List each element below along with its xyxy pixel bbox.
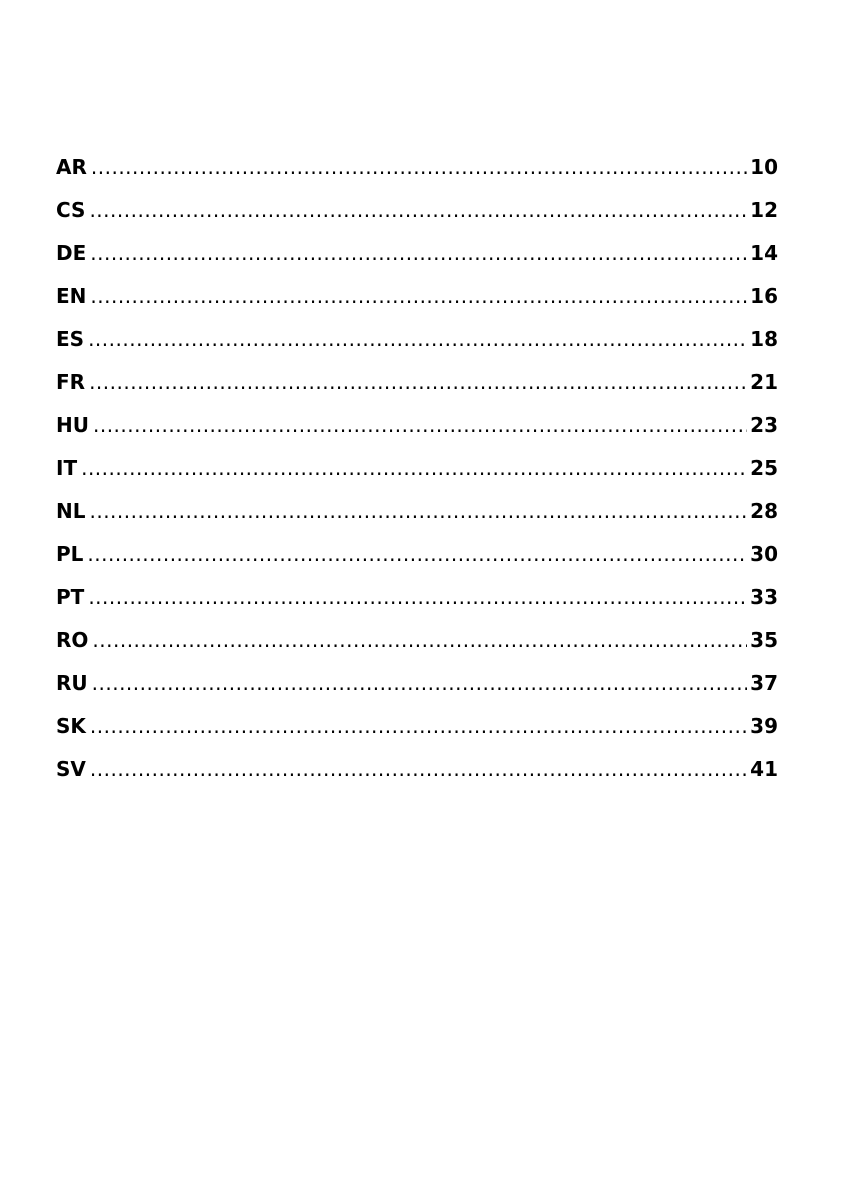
toc-language-code: CS [56, 198, 86, 222]
toc-dot-leader [91, 146, 747, 189]
toc-entry-pl[interactable] [56, 533, 778, 576]
toc-dot-leader [90, 705, 747, 748]
toc-language-code: FR [56, 370, 86, 394]
toc-language-code: RO [56, 628, 89, 652]
toc-page-number: 18 [750, 327, 778, 351]
toc-entry-nl[interactable] [56, 490, 778, 533]
toc-language-code: ES [56, 327, 85, 351]
toc-page-number: 30 [750, 542, 778, 566]
toc-language-code: PT [56, 585, 85, 609]
toc-page-number: 16 [750, 284, 778, 308]
toc-dot-leader [88, 318, 747, 361]
toc-dot-leader [88, 576, 747, 619]
toc-language-code: SK [56, 714, 86, 738]
toc-language-code: DE [56, 241, 87, 265]
toc-dot-leader [90, 275, 747, 318]
toc-entry-en[interactable] [56, 275, 778, 318]
toc-page-number: 28 [750, 499, 778, 523]
toc-dot-leader [81, 447, 747, 490]
toc-entry-cs[interactable] [56, 189, 778, 232]
toc-page-number: 23 [750, 413, 778, 437]
toc-language-code: SV [56, 757, 86, 781]
toc-dot-leader [92, 619, 747, 662]
toc-language-code: IT [56, 456, 78, 480]
toc-page-number: 14 [750, 241, 778, 265]
toc-language-code: NL [56, 499, 86, 523]
toc-dot-leader [87, 533, 747, 576]
toc-entry-es[interactable] [56, 318, 778, 361]
toc-page-number: 33 [750, 585, 778, 609]
toc-entry-sk[interactable] [56, 705, 778, 748]
toc-entry-sv[interactable] [56, 748, 778, 791]
toc-entry-it[interactable] [56, 447, 778, 490]
toc-entry-de[interactable] [56, 232, 778, 275]
toc-language-code: RU [56, 671, 88, 695]
toc-language-code: AR [56, 155, 87, 179]
toc-language-code: HU [56, 413, 89, 437]
toc-entry-ro[interactable] [56, 619, 778, 662]
toc-page-number: 10 [750, 155, 778, 179]
toc-dot-leader [89, 361, 747, 404]
toc-dot-leader [93, 404, 747, 447]
table-of-contents [56, 146, 778, 791]
toc-dot-leader [90, 232, 747, 275]
toc-language-code: PL [56, 542, 84, 566]
toc-page-number: 12 [750, 198, 778, 222]
toc-dot-leader [89, 490, 747, 533]
toc-entry-ru[interactable] [56, 662, 778, 705]
toc-page-number: 25 [750, 456, 778, 480]
toc-page-number: 41 [750, 757, 778, 781]
toc-page-number: 21 [750, 370, 778, 394]
toc-entry-fr[interactable] [56, 361, 778, 404]
toc-entry-hu[interactable] [56, 404, 778, 447]
toc-dot-leader [90, 748, 747, 791]
toc-dot-leader [89, 189, 747, 232]
toc-entry-ar[interactable] [56, 146, 778, 189]
toc-language-code: EN [56, 284, 87, 308]
toc-dot-leader [92, 662, 748, 705]
toc-entry-pt[interactable] [56, 576, 778, 619]
toc-page-number: 39 [750, 714, 778, 738]
toc-page-number: 37 [750, 671, 778, 695]
toc-page-number: 35 [750, 628, 778, 652]
